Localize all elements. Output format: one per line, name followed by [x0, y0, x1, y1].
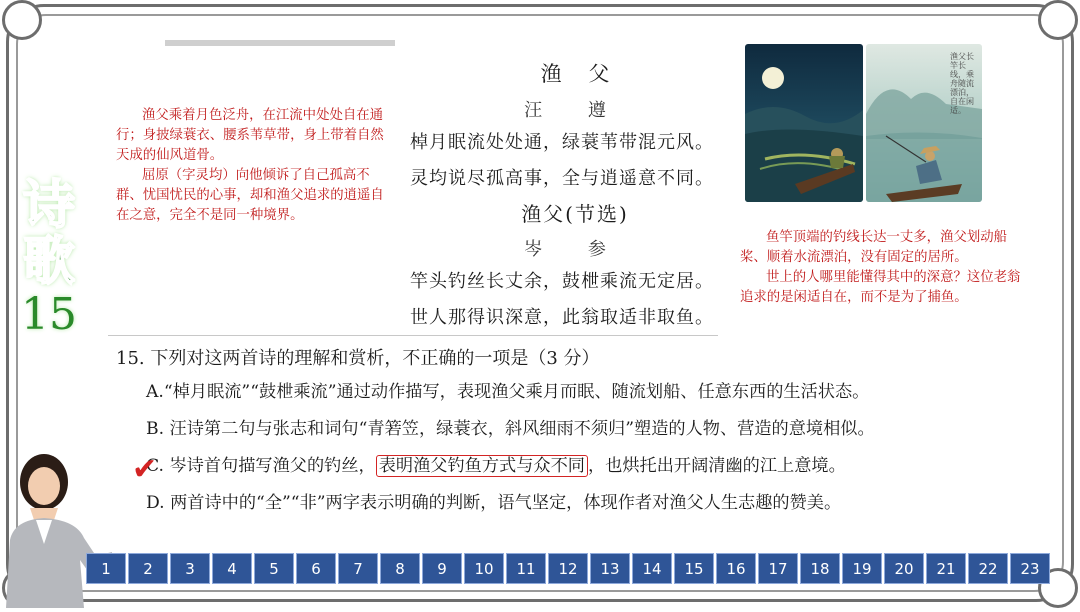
slide-nav-button[interactable]: 1: [86, 553, 126, 584]
poem-author: 汪 遵: [524, 100, 626, 121]
slide-nav-button[interactable]: 13: [590, 553, 630, 584]
poem-title: 渔父(节选): [521, 202, 629, 226]
poem-wang-zun: [410, 58, 740, 190]
slide-navigation: [86, 553, 1050, 585]
answer-check-icon: ✔: [132, 452, 158, 487]
slide-nav-button[interactable]: 23: [1010, 553, 1050, 584]
option-c-text: C. 岑诗首句描写渔父的钓丝，: [146, 456, 376, 476]
frame-corner-ornament: [2, 0, 42, 40]
note-paragraph: 世上的人哪里能懂得其中的深意？这位老翁追求的是闲适自在，而不是为了捕鱼。: [740, 270, 1021, 305]
slide-nav-button[interactable]: 10: [464, 553, 504, 584]
option-d: D. 两首诗中的“全”“非”两字表示明确的判断，语气坚定，体现作者对渔父人生志趣的赞美。: [146, 493, 842, 513]
fisherman-moon-illustration: [745, 44, 863, 202]
poem-title: 渔 父: [540, 62, 620, 86]
fisherman-river-painting: [866, 44, 982, 202]
translation-note-left: [116, 106, 394, 226]
slide-title: [14, 178, 84, 340]
slide-nav-button[interactable]: 9: [422, 553, 462, 584]
scan-artifact: [165, 40, 395, 46]
slide-nav-button[interactable]: 7: [338, 553, 378, 584]
title-char: 诗: [22, 176, 75, 236]
fisherman-moon-painting: [745, 44, 863, 202]
slide-nav-button[interactable]: 19: [842, 553, 882, 584]
painting-inscription: 渔父长竿长线，乘舟随流漂泊，自在闲适。: [950, 52, 974, 115]
highlighted-error-phrase: 表明渔父钓鱼方式与众不同: [376, 455, 588, 477]
poem-line: 竿头钓丝长丈余，鼓枻乘流无定居。: [410, 271, 714, 292]
poem-line: 棹月眠流处处通，绿蓑苇带混元风。: [410, 132, 714, 153]
slide-nav-button[interactable]: 21: [926, 553, 966, 584]
slide-nav-button[interactable]: 22: [968, 553, 1008, 584]
slide-nav-button[interactable]: 4: [212, 553, 252, 584]
slide-nav-button[interactable]: 5: [254, 553, 294, 584]
slide-nav-button[interactable]: 17: [758, 553, 798, 584]
option-c: [116, 448, 996, 485]
poem-line: 世人那得识深意，此翁取适非取鱼。: [410, 307, 714, 328]
slide-nav-button[interactable]: 20: [884, 553, 924, 584]
option-c-text: ，也烘托出开阔清幽的江上意境。: [587, 456, 846, 476]
slide-nav-button[interactable]: 12: [548, 553, 588, 584]
scan-artifact: [108, 335, 718, 336]
slide-nav-button[interactable]: 8: [380, 553, 420, 584]
slide-nav-button[interactable]: 18: [800, 553, 840, 584]
slide-nav-button[interactable]: 14: [632, 553, 672, 584]
slide-nav-button[interactable]: 11: [506, 553, 546, 584]
note-paragraph: 渔父乘着月色泛舟，在江流中处处自在通行；身披绿蓑衣、腰系苇草带，身上带着自然天成的仙风道骨。: [116, 108, 384, 163]
note-paragraph: 鱼竿顶端的钓线长达一丈多，渔父划动船桨、顺着水流漂泊，没有固定的居所。: [740, 230, 1008, 265]
question-block: [116, 344, 996, 522]
note-paragraph: 屈原（字灵均）向他倾诉了自己孤高不群、忧国忧民的心事，却和渔父追求的逍遥自在之意，完全不是同一种境界。: [116, 168, 384, 223]
slide-nav-button[interactable]: 2: [128, 553, 168, 584]
slide-nav-button[interactable]: 6: [296, 553, 336, 584]
slide-nav-button[interactable]: 15: [674, 553, 714, 584]
title-number: 15: [21, 289, 77, 340]
frame-corner-ornament: [1038, 0, 1078, 40]
option-b: B. 汪诗第二句与张志和词句“青箬笠，绿蓑衣，斜风细雨不须归”塑造的人物、营造的意境相似。: [146, 419, 875, 439]
slide-nav-button[interactable]: 3: [170, 553, 210, 584]
title-char: 歌: [22, 232, 75, 292]
question-stem: 15. 下列对这两首诗的理解和赏析，不正确的一项是（3 分）: [116, 348, 600, 369]
poem-author: 岑 参: [524, 239, 626, 260]
poem-line: 灵均说尽孤高事，全与逍遥意不同。: [410, 168, 714, 189]
slide-nav-button[interactable]: 16: [716, 553, 756, 584]
translation-note-right: [740, 228, 1024, 308]
poem-cen-shen: [410, 198, 740, 329]
option-a: A.“棹月眠流”“鼓枻乘流”通过动作描写，表现渔父乘月而眠、随流划船、任意东西的生活状态。: [146, 382, 870, 402]
